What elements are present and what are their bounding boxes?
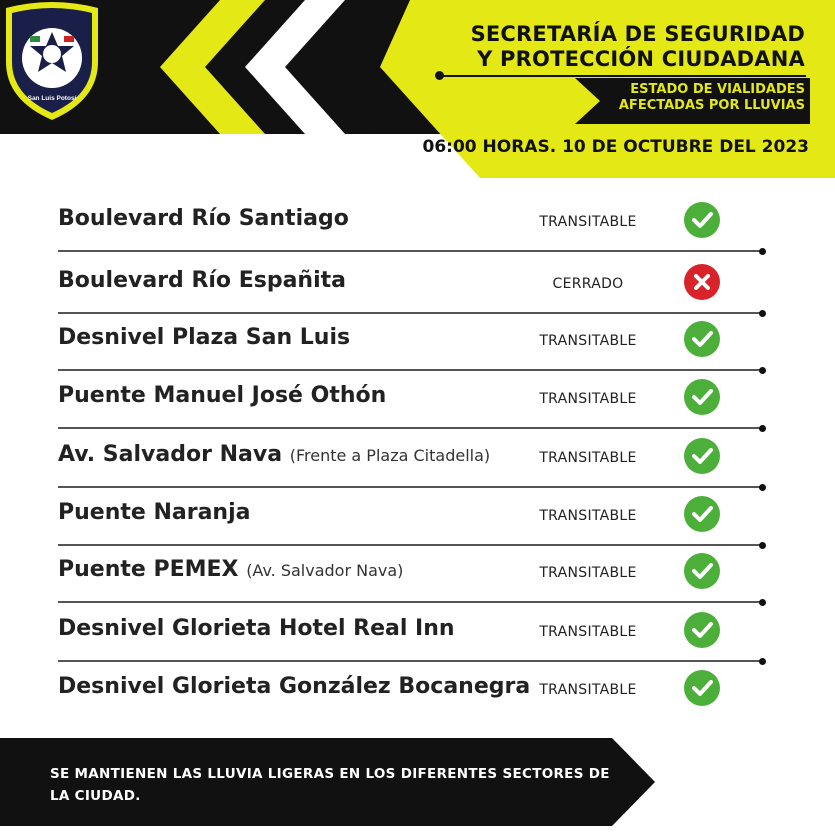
road-note: (Av. Salvador Nava)	[246, 561, 404, 580]
check-icon	[684, 612, 720, 648]
footer-banner	[0, 738, 660, 826]
page-title-line1: SECRETARÍA DE SEGURIDAD	[470, 22, 805, 46]
logo-bottom-text: San Luis Potosí	[27, 95, 77, 102]
road-status: TRANSITABLE	[539, 214, 637, 230]
footer-message: SE MANTIENEN LAS LLUVIA LIGERAS EN LOS DIFERENTES SECTORES DE LA CIUDAD.	[50, 766, 610, 804]
road-row	[58, 256, 768, 314]
page-title-line2: Y PROTECCIÓN CIUDADANA	[477, 47, 805, 71]
subtitle-line2: AFECTADAS POR LLUVIAS	[618, 98, 805, 113]
road-row	[58, 430, 768, 488]
row-divider-dot	[759, 248, 766, 255]
subtitle-line1: ESTADO DE VIALIDADES	[630, 82, 805, 97]
road-note: (Frente a Plaza Citadella)	[289, 446, 491, 465]
check-icon	[684, 496, 720, 532]
row-divider	[58, 601, 764, 603]
road-name: Av. Salvador Nava (Frente a Plaza Citadella)	[58, 442, 491, 467]
report-datetime: 06:00 HORAS. 10 DE OCTUBRE DEL 2023	[422, 137, 809, 157]
road-status: CERRADO	[552, 276, 624, 292]
road-name: Desnivel Glorieta González Bocanegra	[58, 674, 531, 699]
road-status: TRANSITABLE	[539, 333, 637, 349]
road-row	[58, 313, 768, 371]
header	[0, 0, 835, 178]
road-status: TRANSITABLE	[539, 682, 637, 698]
badge-logo-icon	[0, 0, 104, 122]
close-icon	[684, 264, 720, 300]
road-name: Puente Manuel José Othón	[58, 383, 387, 408]
subtitle	[619, 82, 805, 114]
road-name: Boulevard Río Españita	[58, 268, 346, 293]
road-name: Boulevard Río Santiago	[58, 206, 349, 231]
check-icon	[684, 438, 720, 474]
road-row	[58, 488, 768, 546]
check-icon	[684, 379, 720, 415]
check-icon	[684, 321, 720, 357]
road-status: TRANSITABLE	[539, 391, 637, 407]
road-row	[58, 371, 768, 429]
row-divider	[58, 250, 764, 252]
road-name: Puente PEMEX (Av. Salvador Nava)	[58, 557, 404, 582]
check-icon	[684, 670, 720, 706]
title-underline-dot	[435, 71, 444, 80]
row-divider	[58, 427, 764, 429]
road-name: Desnivel Glorieta Hotel Real Inn	[58, 616, 455, 641]
road-name: Puente Naranja	[58, 500, 251, 525]
road-row	[58, 194, 768, 252]
road-row	[58, 662, 768, 720]
road-name: Desnivel Plaza San Luis	[58, 325, 351, 350]
check-icon	[684, 202, 720, 238]
title-underline	[440, 75, 806, 77]
road-row	[58, 545, 768, 603]
road-status: TRANSITABLE	[539, 450, 637, 466]
road-status: TRANSITABLE	[539, 624, 637, 640]
road-status: TRANSITABLE	[539, 565, 637, 581]
road-row	[58, 604, 768, 662]
check-icon	[684, 553, 720, 589]
road-status: TRANSITABLE	[539, 508, 637, 524]
